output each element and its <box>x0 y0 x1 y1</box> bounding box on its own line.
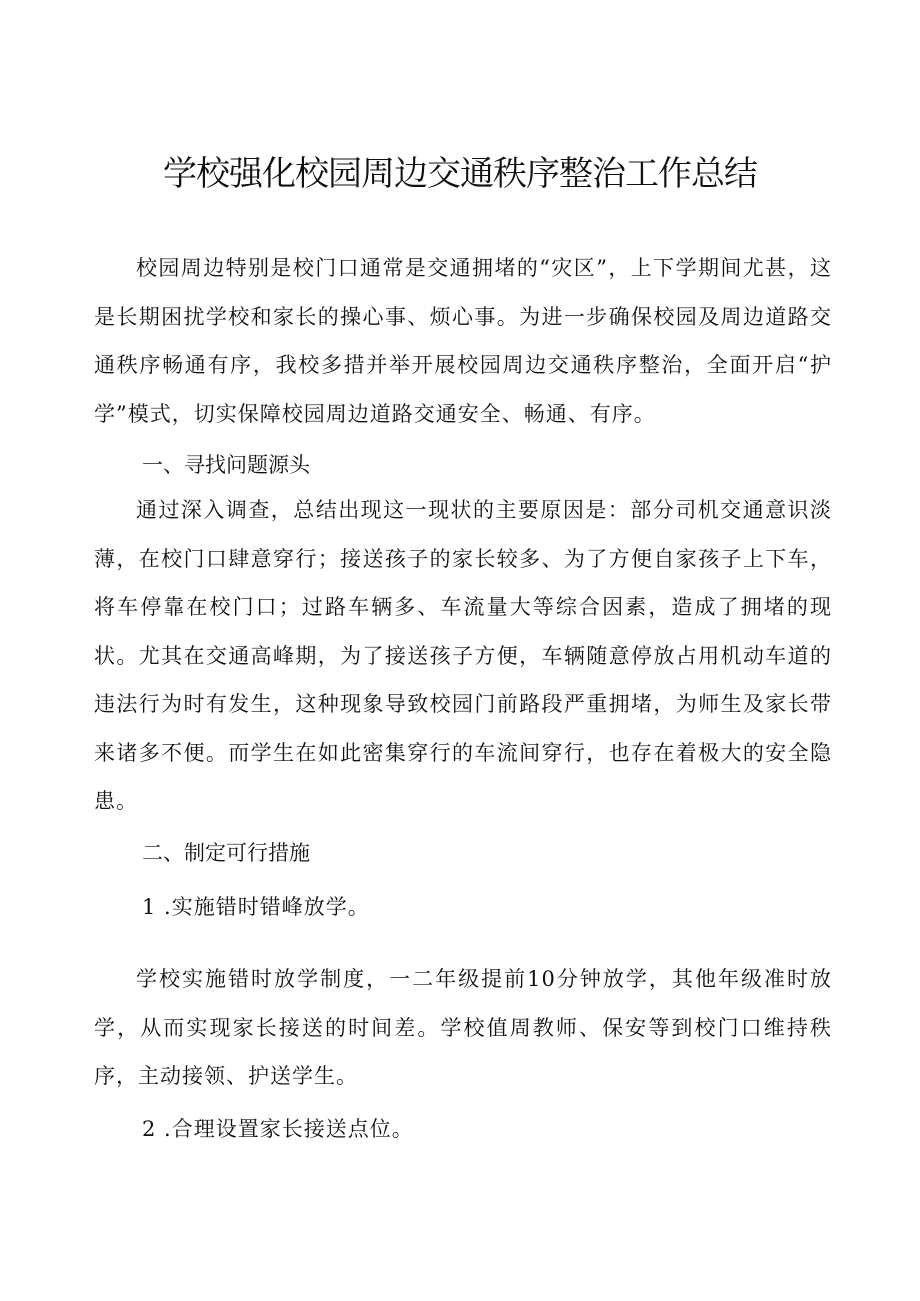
measure-2-title: 2 .合理设置家长接送点位。 <box>142 1117 414 1141</box>
intro-paragraph: 校园周边特别是校门口通常是交通拥堵的“灾区”，上下学期间尤甚，这是长期困扰学校和家长的操心事、烦心事。为进一步确保校园及周边道路交通秩序畅通有序，我校多措并举开展校园周边交通秩序整治，全面开启“护学”模式，切实保障校园周边道路交通安全、畅通、有序。 <box>94 256 832 426</box>
measure-1-title: 1 .实施错时错峰放学。 <box>142 895 370 919</box>
measure-1-paragraph: 学校实施错时放学制度，一二年级提前10分钟放学，其他年级准时放学，从而实现家长接送的时间差。学校值周教师、保安等到校门口维持秩序，主动接领、护送学生。 <box>94 967 832 1088</box>
document-title: 学校强化校园周边交通秩序整治工作总结 <box>163 154 757 194</box>
section-2-heading: 二、制定可行措施 <box>142 841 310 865</box>
section-1-heading: 一、寻找问题源头 <box>142 453 310 477</box>
section-1-paragraph: 通过深入调查，总结出现这一现状的主要原因是：部分司机交通意识淡薄，在校门口肆意穿行；接送孩子的家长较多、为了方便自家孩子上下车，将车停靠在校门口；过路车辆多、车流量大等综合因素，造成了拥堵的现状。尤其在交通高峰期，为了接送孩子方便，车辆随意停放占用机动车道的违法行为时有发生，这种现象导致校园门前路段严重拥堵，为师生及家长带来诸多不便。而学生在如此密集穿行的车流间穿行，也存在着极大的安全隐患。 <box>94 498 832 813</box>
